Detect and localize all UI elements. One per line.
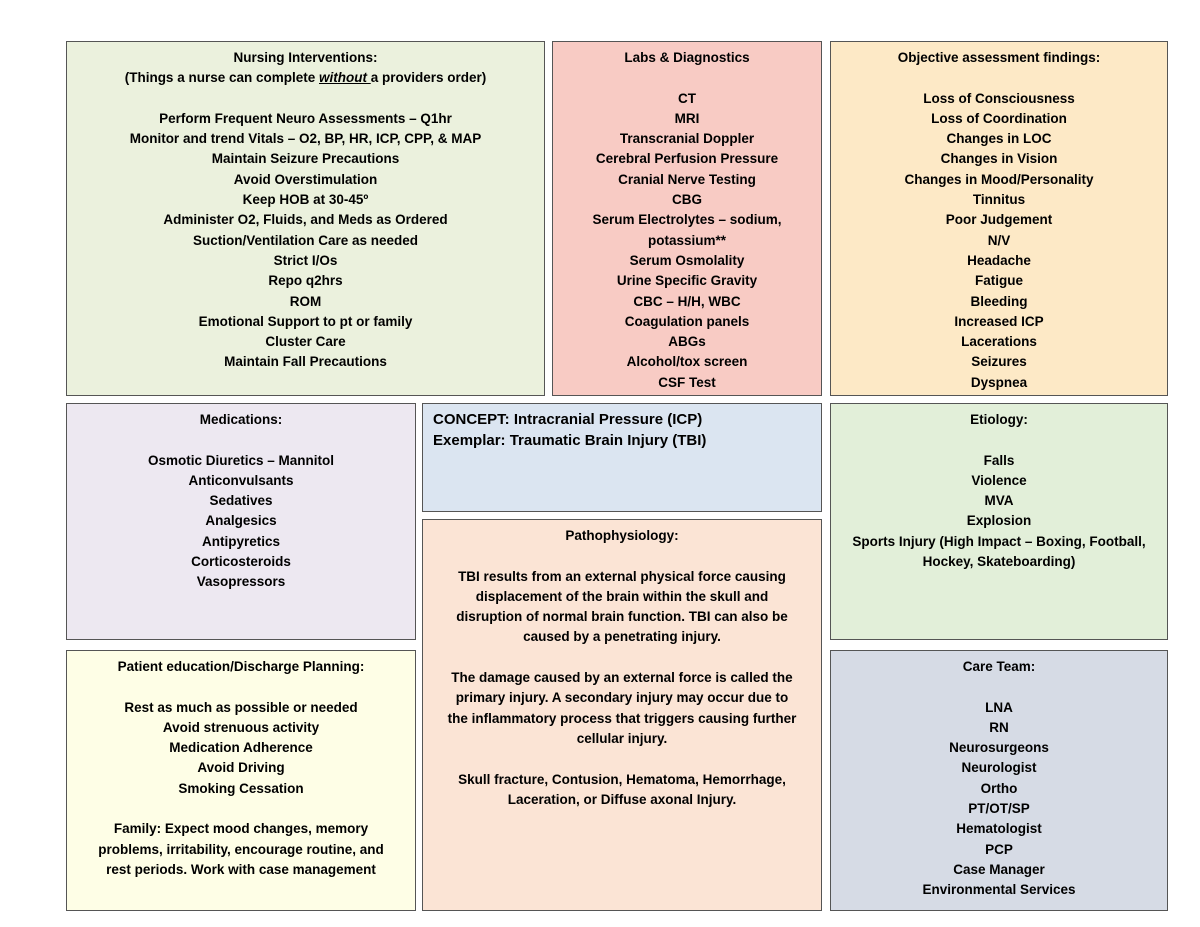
- medication-item: Anticonvulsants: [188, 472, 294, 488]
- objective-item: Tinnitus: [972, 192, 1026, 208]
- education-list: [67, 698, 415, 799]
- medication-item: Vasopressors: [196, 574, 286, 590]
- labs-item: CSF Test: [658, 374, 716, 390]
- objective-item: Seizures: [971, 354, 1027, 370]
- labs-list: [553, 89, 821, 393]
- etiology-title: Etiology:: [970, 412, 1028, 427]
- nursing-item: Repo q2hrs: [268, 273, 343, 289]
- concept-line: CONCEPT: Intracranial Pressure (ICP): [433, 411, 703, 428]
- patho-line: caused by a penetrating injury.: [523, 629, 721, 645]
- objective-title: Objective assessment findings:: [897, 50, 1101, 65]
- patho-line: TBI results from an external physical force causing: [458, 568, 786, 584]
- education-item: Avoid Driving: [197, 760, 285, 776]
- nursing-subtitle-post: a providers order): [370, 70, 487, 86]
- objective-item: Changes in Mood/Personality: [904, 171, 1094, 187]
- careteam-item: Hematologist: [956, 821, 1042, 837]
- labs-item: CBC – H/H, WBC: [633, 293, 741, 309]
- labs-diagnostics-box: [552, 41, 822, 396]
- patho-line: disruption of normal brain function. TBI can also be: [456, 609, 788, 625]
- labs-item: Alcohol/tox screen: [626, 354, 748, 370]
- education-item: Avoid strenuous activity: [162, 719, 320, 735]
- education-item: Medication Adherence: [169, 740, 313, 756]
- medication-item: Analgesics: [205, 513, 277, 529]
- etiology-item: Falls: [983, 452, 1015, 468]
- patho-title: Pathophysiology:: [565, 528, 679, 543]
- patho-line: cellular injury.: [576, 730, 668, 746]
- medications-title: Medications:: [199, 412, 283, 427]
- nursing-item: Maintain Fall Precautions: [224, 354, 387, 370]
- objective-list: [831, 89, 1167, 393]
- education-item: Smoking Cessation: [178, 780, 304, 796]
- labs-item: Coagulation panels: [624, 313, 750, 329]
- labs-item: potassium**: [647, 232, 727, 248]
- medication-item: Osmotic Diuretics – Mannitol: [147, 452, 335, 468]
- labs-item: CT: [678, 90, 696, 106]
- family-paragraph: [67, 819, 415, 880]
- labs-title: Labs & Diagnostics: [624, 50, 750, 65]
- medications-box: [66, 403, 416, 640]
- careteam-item: PT/OT/SP: [968, 801, 1030, 817]
- nursing-subtitle: [67, 68, 544, 88]
- nursing-interventions-box: [66, 41, 545, 396]
- family-line: rest periods. Work with case management: [106, 861, 376, 877]
- etiology-item: MVA: [984, 493, 1014, 509]
- labs-item: CBG: [672, 192, 702, 208]
- objective-item: Poor Judgement: [945, 212, 1053, 228]
- pathophysiology-box: [422, 519, 822, 911]
- medication-item: Antipyretics: [201, 533, 281, 549]
- etiology-item: Hockey, Skateboarding): [922, 554, 1076, 570]
- objective-item: Bleeding: [970, 293, 1028, 309]
- education-item: Rest as much as possible or needed: [124, 699, 358, 715]
- medication-item: Corticosteroids: [191, 554, 291, 570]
- careteam-item: Neurosurgeons: [949, 740, 1049, 756]
- objective-item: Changes in Vision: [940, 151, 1058, 167]
- careteam-list: [831, 698, 1167, 901]
- nursing-subtitle-pre: (Things a nurse can complete: [124, 70, 319, 86]
- patho-line: Skull fracture, Contusion, Hematoma, Hemorrhage,: [458, 771, 786, 787]
- etiology-item: Sports Injury (High Impact – Boxing, Football,: [852, 533, 1146, 549]
- patho-paragraph-1: [423, 567, 821, 648]
- etiology-item: Explosion: [966, 513, 1032, 529]
- careteam-item: Neurologist: [961, 760, 1037, 776]
- objective-item: Loss of Coordination: [931, 110, 1067, 126]
- objective-item: N/V: [987, 232, 1011, 248]
- careteam-item: Environmental Services: [922, 882, 1076, 898]
- exemplar-line: Exemplar: Traumatic Brain Injury (TBI): [433, 432, 707, 449]
- nursing-item: Suction/Ventilation Care as needed: [192, 232, 419, 248]
- nursing-item: Monitor and trend Vitals – O2, BP, HR, ICP, CPP, & MAP: [129, 131, 482, 147]
- patho-paragraph-3: [423, 770, 821, 811]
- nursing-list: [67, 109, 544, 373]
- objective-item: Fatigue: [974, 273, 1023, 289]
- objective-item: Lacerations: [961, 334, 1037, 350]
- careteam-item: Ortho: [980, 780, 1018, 796]
- nursing-item: Administer O2, Fluids, and Meds as Ordered: [163, 212, 448, 228]
- patho-line: primary injury. A secondary injury may occur due to: [455, 690, 789, 706]
- careteam-item: LNA: [985, 699, 1013, 715]
- careteam-item: PCP: [985, 841, 1013, 857]
- patho-line: Laceration, or Diffuse axonal Injury.: [507, 791, 737, 807]
- patho-paragraph-2: [423, 668, 821, 749]
- objective-item: Loss of Consciousness: [923, 90, 1075, 106]
- patho-line: The damage caused by an external force is called the: [451, 670, 793, 686]
- family-line: Family: Expect mood changes, memory: [113, 821, 369, 837]
- nursing-item: Avoid Overstimulation: [233, 171, 378, 187]
- nursing-title: Nursing Interventions:: [233, 50, 378, 65]
- objective-item: Dyspnea: [970, 374, 1028, 390]
- nursing-item: Strict I/Os: [273, 252, 338, 268]
- patient-education-box: [66, 650, 416, 911]
- education-title: Patient education/Discharge Planning:: [117, 659, 365, 674]
- labs-item: Urine Specific Gravity: [616, 273, 758, 289]
- labs-item: ABGs: [668, 334, 706, 350]
- etiology-box: [830, 403, 1168, 640]
- objective-findings-box: [830, 41, 1168, 396]
- nursing-item: Maintain Seizure Precautions: [211, 151, 400, 167]
- labs-item: Serum Electrolytes – sodium,: [592, 212, 782, 228]
- nursing-subtitle-emphasis: without: [319, 70, 371, 86]
- objective-item: Headache: [967, 252, 1031, 268]
- careteam-item: Case Manager: [953, 861, 1045, 877]
- labs-item: Serum Osmolality: [629, 252, 745, 268]
- careteam-item: RN: [989, 719, 1009, 735]
- objective-item: Changes in LOC: [946, 131, 1052, 147]
- labs-item: Transcranial Doppler: [619, 131, 755, 147]
- objective-item: Increased ICP: [954, 313, 1044, 329]
- nursing-item: Keep HOB at 30-45º: [242, 192, 369, 208]
- family-line: problems, irritability, encourage routine, and: [98, 841, 384, 857]
- medication-item: Sedatives: [209, 493, 273, 509]
- nursing-item: ROM: [289, 293, 322, 309]
- etiology-item: Violence: [971, 472, 1027, 488]
- careteam-title: Care Team:: [962, 659, 1036, 674]
- etiology-list: [831, 451, 1167, 573]
- concept-box: [422, 403, 822, 512]
- patho-line: displacement of the brain within the skull and: [475, 588, 769, 604]
- nursing-item: Perform Frequent Neuro Assessments – Q1hr: [159, 110, 452, 126]
- care-team-box: [830, 650, 1168, 911]
- labs-item: Cerebral Perfusion Pressure: [595, 151, 779, 167]
- nursing-item: Cluster Care: [265, 334, 346, 350]
- labs-item: MRI: [674, 110, 700, 126]
- labs-item: Cranial Nerve Testing: [618, 171, 756, 187]
- patho-line: the inflammatory process that triggers causing further: [447, 710, 797, 726]
- nursing-item: Emotional Support to pt or family: [198, 313, 413, 329]
- medications-list: [67, 451, 415, 593]
